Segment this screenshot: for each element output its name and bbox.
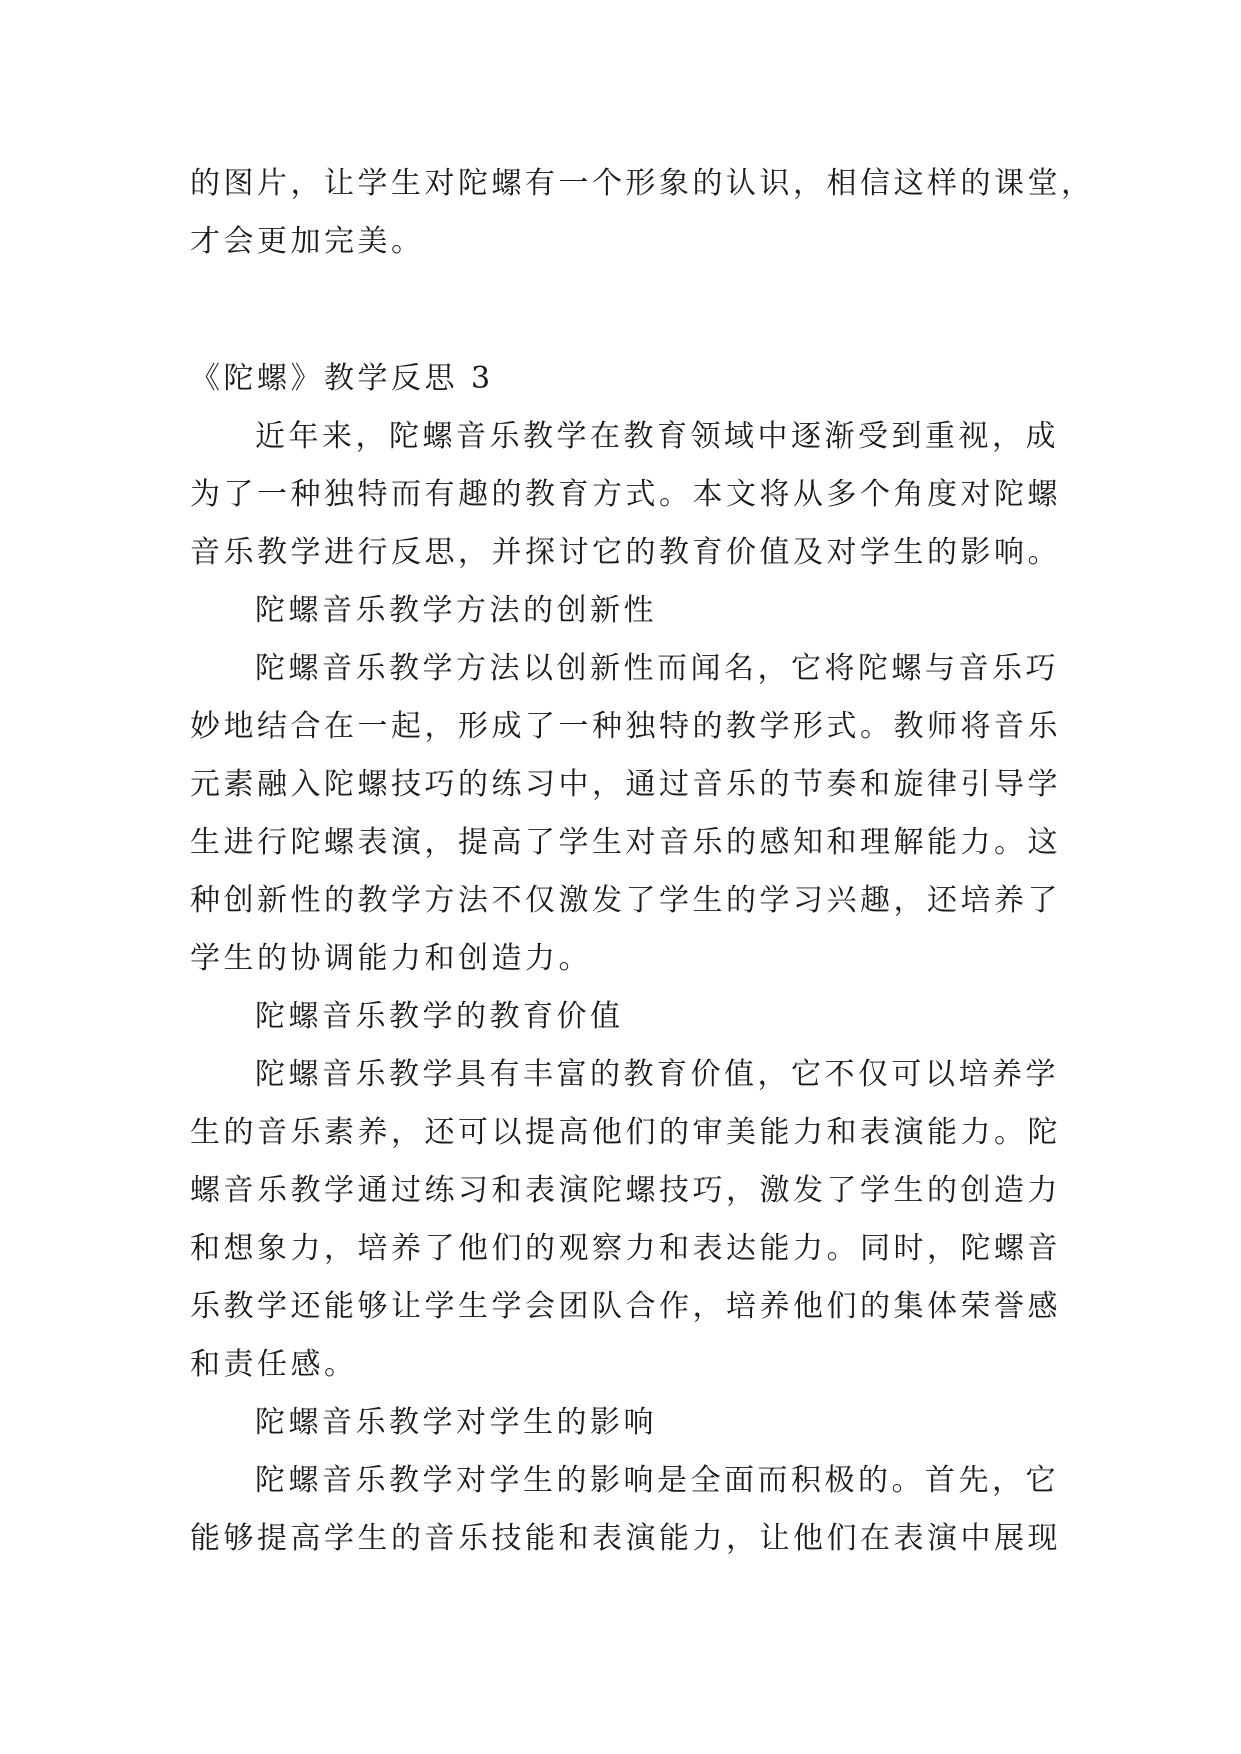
document-body [190, 155, 1095, 1568]
innovation-line-6: 学生的协调能力和创造力。 [190, 941, 592, 976]
section-spacer [190, 271, 1070, 350]
subsection-heading-value: 陀螺音乐教学的教育价值 [255, 999, 624, 1034]
intro-line-1: 近年来，陀螺音乐教学在教育领域中逐渐受到重视，成 [255, 419, 1059, 454]
innovation-line-3: 元素融入陀螺技巧的练习中，通过音乐的节奏和旋律引导学 [190, 767, 1061, 802]
impact-line-2: 能够提高学生的音乐技能和表演能力，让他们在表演中展现 [190, 1521, 1061, 1556]
value-line-3: 螺音乐教学通过练习和表演陀螺技巧，激发了学生的创造力 [190, 1173, 1061, 1208]
carryover-line-1: 的图片，让学生对陀螺有一个形象的认识，相信这样的课堂， [190, 166, 1095, 201]
section-title: 《陀螺》教学反思 3 [190, 361, 494, 396]
innovation-line-5: 种创新性的教学方法不仅激发了学生的学习兴趣，还培养了 [190, 883, 1061, 918]
value-line-5: 乐教学还能够让学生学会团队合作，培养他们的集体荣誉感 [190, 1289, 1061, 1324]
intro-line-2: 为了一种独特而有趣的教育方式。本文将从多个角度对陀螺 [190, 477, 1061, 512]
subsection-heading-innovation: 陀螺音乐教学方法的创新性 [255, 593, 657, 628]
carryover-line-2: 才会更加完美。 [190, 224, 425, 259]
value-line-6: 和责任感。 [190, 1347, 358, 1382]
innovation-line-1: 陀螺音乐教学方法以创新性而闻名，它将陀螺与音乐巧 [255, 651, 1059, 686]
value-line-1: 陀螺音乐教学具有丰富的教育价值，它不仅可以培养学 [255, 1057, 1059, 1092]
value-line-2: 生的音乐素养，还可以提高他们的审美能力和表演能力。陀 [190, 1115, 1061, 1150]
innovation-line-4: 生进行陀螺表演，提高了学生对音乐的感知和理解能力。这 [190, 825, 1061, 860]
impact-line-1: 陀螺音乐教学对学生的影响是全面而积极的。首先，它 [255, 1463, 1059, 1498]
intro-line-3: 音乐教学进行反思，并探讨它的教育价值及对学生的影响。 [190, 535, 1061, 570]
value-line-4: 和想象力，培养了他们的观察力和表达能力。同时，陀螺音 [190, 1231, 1061, 1266]
innovation-line-2: 妙地结合在一起，形成了一种独特的教学形式。教师将音乐 [190, 709, 1061, 744]
subsection-heading-impact: 陀螺音乐教学对学生的影响 [255, 1405, 657, 1440]
